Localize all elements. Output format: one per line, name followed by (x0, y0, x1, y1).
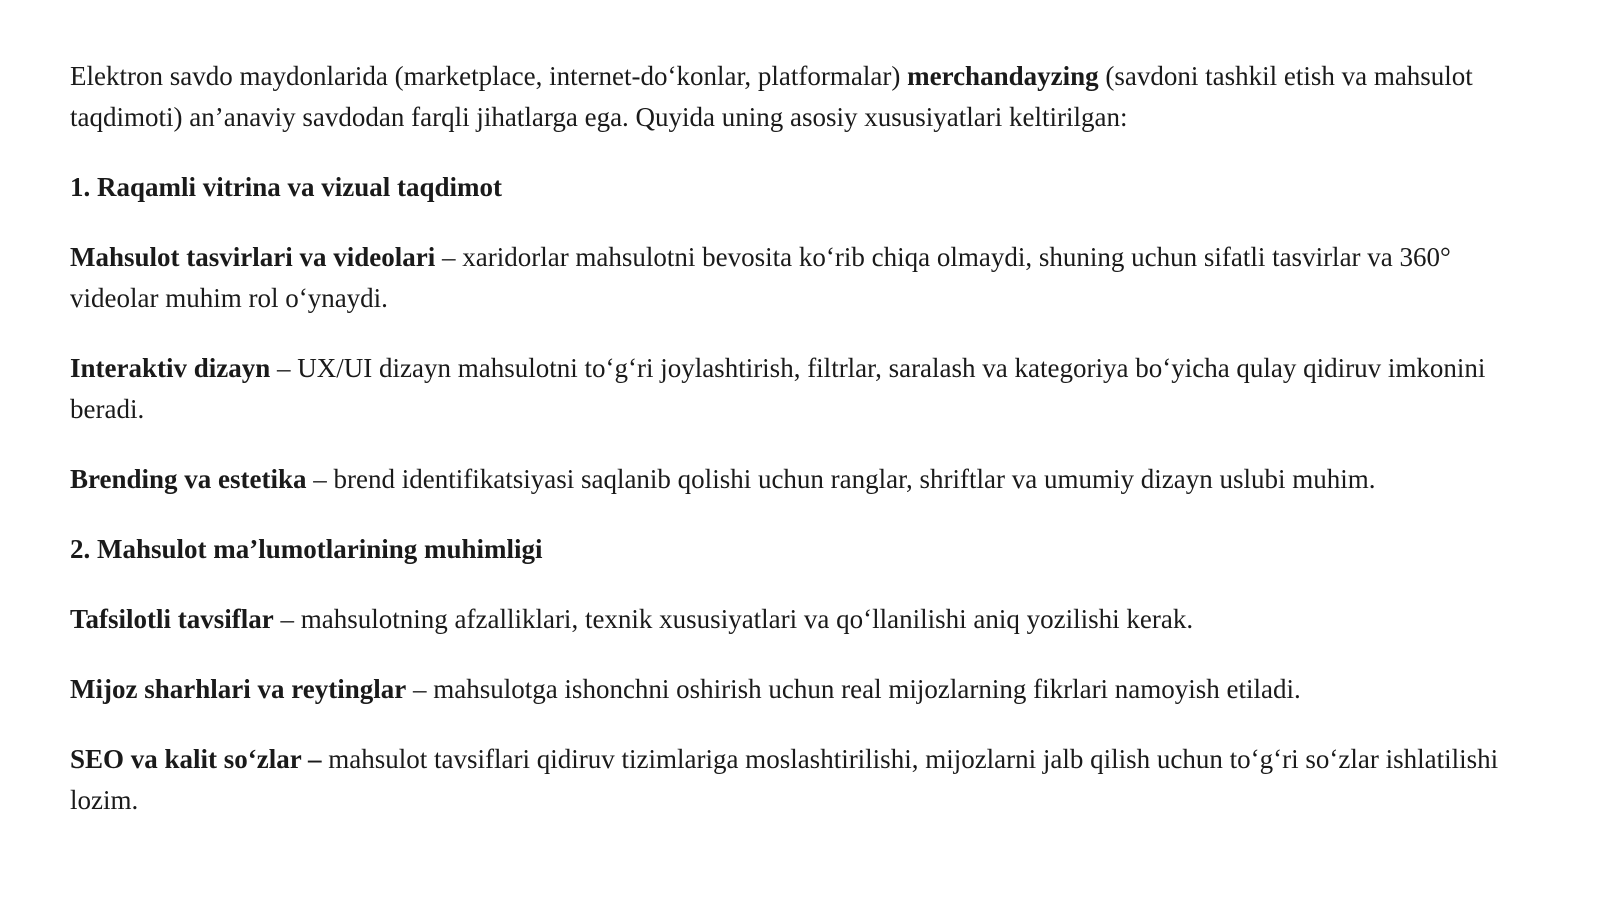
intro-text-after: (savdoni tashkil etish va mahsulot taqdimoti) an’anaviy savdodan farqli jihatlarga ega. Quyida uning asosiy xususiyatlari keltirilgan: (70, 61, 1473, 132)
intro-bold-term: merchandayzing (907, 61, 1099, 91)
section-2-item-3 (70, 739, 1540, 821)
item-term: Tafsilotli tavsiflar (70, 604, 274, 634)
item-term: SEO va kalit so‘zlar – (70, 744, 322, 774)
section-2-heading: 2. Mahsulot ma’lumotlarining muhimligi (70, 534, 543, 564)
section-1-item-2 (70, 348, 1540, 430)
item-text: – mahsulotning afzalliklari, texnik xususiyatlari va qo‘llanilishi aniq yozilishi kerak. (273, 604, 1194, 634)
intro-paragraph (70, 56, 1540, 138)
item-text: – mahsulotga ishonchni oshirish uchun real mijozlarning fikrlari namoyish etiladi. (406, 674, 1301, 704)
item-term: Mahsulot tasvirlari va videolari (70, 242, 436, 272)
item-term: Interaktiv dizayn (70, 353, 271, 383)
section-1-heading: 1. Raqamli vitrina va vizual taqdimot (70, 172, 503, 202)
item-term: Brending va estetika (70, 464, 307, 494)
intro-text-before: Elektron savdo maydonlarida (marketplace, internet-do‘konlar, platformalar) (70, 61, 908, 91)
section-2-item-2 (70, 669, 1540, 710)
item-term: Mijoz sharhlari va reytinglar (70, 674, 407, 704)
item-text: – brend identifikatsiyasi saqlanib qolishi uchun ranglar, shriftlar va umumiy dizayn uslubi muhim. (306, 464, 1376, 494)
section-1-item-1 (70, 237, 1540, 319)
item-text: mahsulot tavsiflari qidiruv tizimlariga moslashtirilishi, mijozlarni jalb qilish uchun to‘g‘ri so‘zlar ishlatilishi lozim. (70, 744, 1499, 815)
item-text: – xaridorlar mahsulotni bevosita ko‘rib chiqa olmaydi, shuning uchun sifatli tasvirlar va 360° videolar muhim rol o‘ynaydi. (70, 242, 1451, 313)
item-text: – UX/UI dizayn mahsulotni to‘g‘ri joylashtirish, filtrlar, saralash va kategoriya bo‘yicha qulay qidiruv imkonini beradi. (70, 353, 1486, 424)
section-2-item-1 (70, 599, 1540, 640)
section-1-item-3 (70, 459, 1540, 500)
